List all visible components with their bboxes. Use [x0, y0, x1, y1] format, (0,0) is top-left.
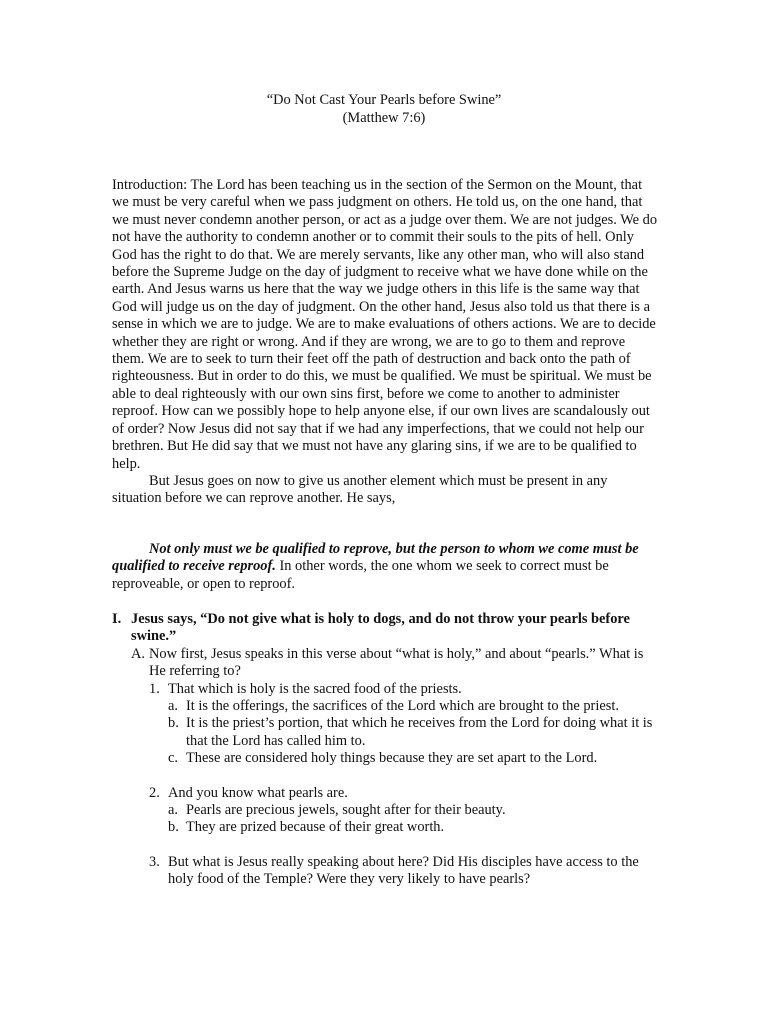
introduction-section: [112, 177, 658, 508]
outline-text: Now first, Jesus speaks in this verse about “what is holy,” and about “pearls.” What is He referring to?: [149, 645, 644, 680]
outline-text: These are considered holy things because they are set apart to the Lord.: [186, 750, 598, 767]
outline-point-1: [112, 681, 658, 698]
outline-text: That which is holy is the sacred food of the priests.: [168, 680, 462, 697]
outline-label: c.: [168, 750, 178, 767]
outline-text: Jesus says, “Do not give what is holy to dogs, and do not throw your pearls before swine.”: [131, 611, 630, 645]
outline-point-3: [112, 854, 658, 889]
outline-text: They are prized because of their great worth.: [186, 819, 445, 836]
outline-text: It is the offerings, the sacrifices of the Lord which are brought to the priest.: [186, 698, 619, 715]
outline-point-2: [112, 785, 658, 802]
outline-text: It is the priest’s portion, that which he receives from the Lord for doing what it is that the Lord has called him to.: [186, 715, 653, 749]
outline-text: But what is Jesus really speaking about here? Did His disciples have access to the holy food of the Temple? Were they very likely to have pearls?: [168, 853, 639, 888]
outline-point-2a: [112, 802, 658, 819]
outline-point-1b: [112, 715, 658, 750]
outline-section-i: [112, 611, 658, 646]
outline-label: 1.: [149, 680, 160, 697]
outline-label: b.: [168, 715, 179, 732]
outline-label: I.: [112, 611, 122, 627]
outline-label: 2.: [149, 784, 160, 801]
sermon-title-block: [0, 92, 768, 127]
outline-point-a: [112, 646, 658, 681]
thesis-section: [112, 541, 658, 593]
outline-label: A.: [131, 645, 145, 662]
transition-paragraph: But Jesus goes on now to give us another element which must be present in any situation before we can reprove another. He says,: [112, 472, 608, 507]
thesis-emphasis: Not only must we be qualified to reprove, but the person to whom we come must be qualified to receive reproof.: [112, 541, 639, 575]
outline-label: 3.: [149, 853, 160, 870]
scripture-reference: (Matthew 7:6): [342, 109, 426, 126]
sermon-title: “Do Not Cast Your Pearls before Swine”: [266, 92, 502, 108]
outline-text: And you know what pearls are.: [168, 784, 348, 801]
outline-spacer: [112, 768, 658, 785]
introduction-paragraph: Introduction: The Lord has been teaching us in the section of the Sermon on the Mount, that we must be very careful when we pass judgment on others. He told us, on the one hand, that we must never condemn another person, or act as a judge over them. We are not judges. We do not have the authority to condemn another or to commit their souls to the pits of hell. Only God has the right to do that. We are merely servants, like any other man, who will also stand before the Supreme Judge on the day of judgment to receive what we have done while on the earth. And Jesus warns us here that the way we judge others in this life is the same way that God will judge us on the day of judgment. On the other hand, Jesus also told us that there is a sense in which we are to judge. We are to make evaluations of others actions. We are to decide whether they are right or wrong. And if they are wrong, we are to go to them and reprove them. We are to seek to turn their feet off the path of destruction and back onto the path of righteousness. But in order to do this, we must be qualified. We must be spiritual. We must be able to deal righteously with our own sins first, before we come to another to administer reproof. How can we possibly hope to help anyone else, if our own lives are scandalously out of order? Now Jesus did not say that if we had any imperfections, that we could not help our brethren. But He did say that we must not have any glaring sins, if we are to be qualified to help.: [112, 177, 658, 472]
thesis-rest: In other words, the one whom we seek to correct must be reproveable, or open to reproof.: [112, 558, 609, 592]
outline-text: Pearls are precious jewels, sought after for their beauty.: [186, 802, 506, 819]
outline-spacer: [112, 837, 658, 854]
outline-label: b.: [168, 819, 179, 836]
thesis-paragraph: [112, 541, 658, 593]
outline-point-2b: [112, 819, 658, 836]
outline-label: a.: [168, 698, 178, 715]
outline-label: a.: [168, 802, 178, 819]
sermon-outline: [112, 611, 658, 889]
outline-point-1a: [112, 698, 658, 715]
outline-point-1c: [112, 750, 658, 767]
